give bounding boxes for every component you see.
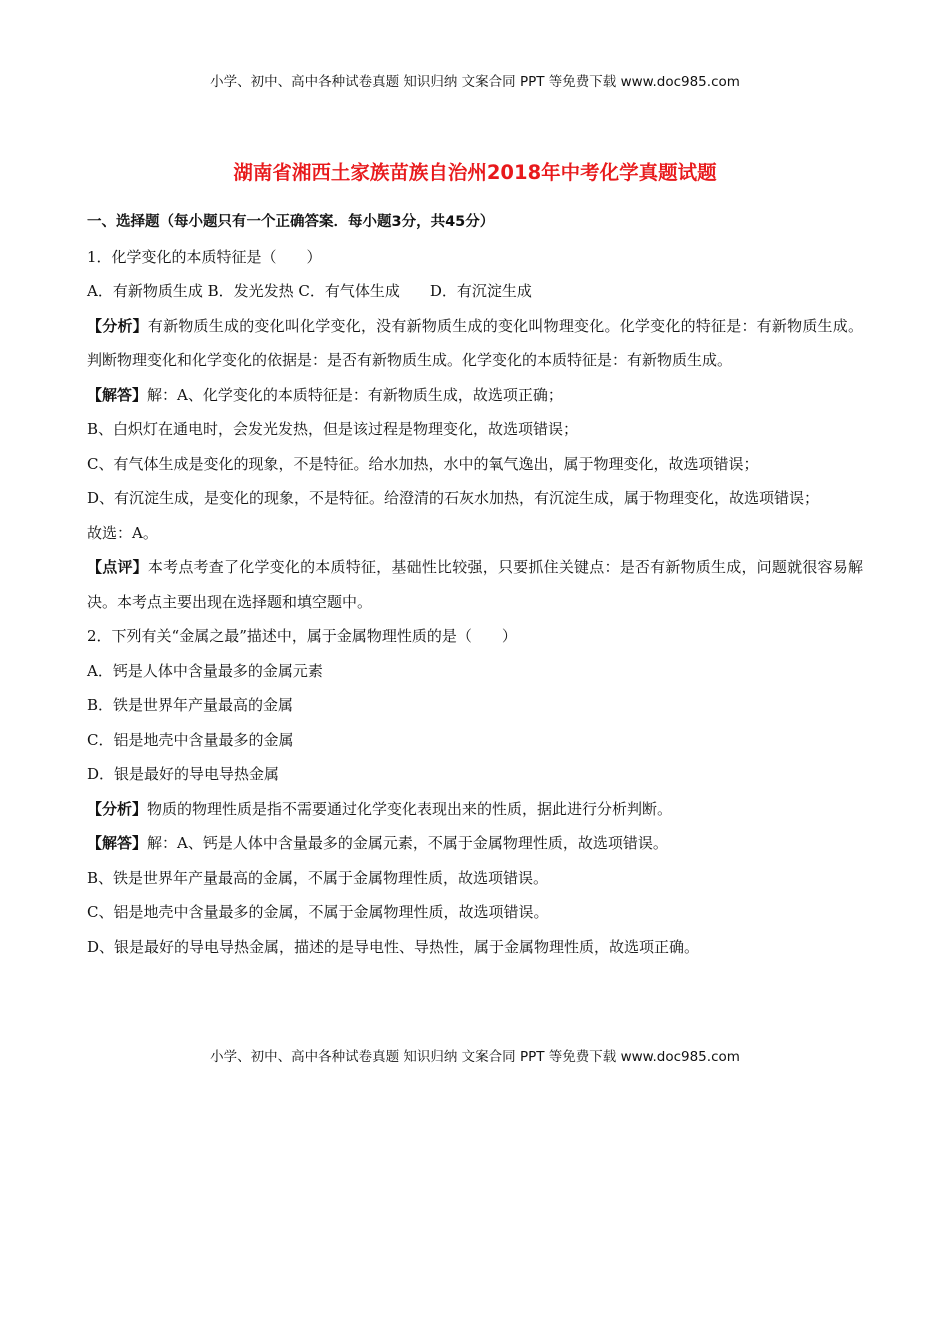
question-2-stem: 2．下列有关“金属之最”描述中，属于金属物理性质的是（ ） [87,627,517,645]
comment-tag: 【点评】 [87,558,148,576]
analysis-text: 有新物质生成的变化叫化学变化，没有新物质生成的变化叫物理变化。化学变化的特征是：有新物质生成。判断物理变化和化学变化的依据是：是否有新物质生成。化学变化的本质特征是：有新物质生成。 [87,316,863,369]
question-1-conclusion: 故选：A。 [87,523,158,542]
answer-tag: 【解答】 [87,834,148,852]
question-1-answer-a [87,378,863,413]
question-2-answer-c: C、铝是地壳中含量最多的金属，不属于金属物理性质，故选项错误。 [87,903,549,921]
question-2-option-c: C．铝是地壳中含量最多的金属 [87,730,294,749]
question-1-analysis [87,309,863,378]
question-2-answer-b: B、铁是世界年产量最高的金属，不属于金属物理性质，故选项错误。 [87,868,549,887]
question-1-answer-d: D、有沉淀生成，是变化的现象，不是特征。给澄清的石灰水加热，有沉淀生成，属于物理变化，故选项错误； [87,489,820,507]
answer-text: 解：A、钙是人体中含量最多的金属元素，不属于金属物理性质，故选项错误。 [147,834,668,852]
question-2-option-b: B．铁是世界年产量最高的金属 [87,696,294,714]
analysis-tag: 【分析】 [87,316,148,335]
question-2-option-a: A．钙是人体中含量最多的金属元素 [87,661,323,680]
question-2-option-d: D．银是最好的导电导热金属 [87,765,280,783]
question-1-stem: 1．化学变化的本质特征是（ ） [87,247,322,266]
answer-tag: 【解答】 [87,385,148,404]
question-2-answer-d: D、银是最好的导电导热金属，描述的是导电性、导热性，属于金属物理性质，故选项正确。 [87,937,700,956]
analysis-tag: 【分析】 [87,799,148,818]
question-1-answer-b: B、白炽灯在通电时，会发光发热，但是该过程是物理变化，故选项错误； [87,420,579,438]
question-1-comment [87,550,863,619]
question-2-answer-a [87,826,863,861]
analysis-text: 物质的物理性质是指不需要通过化学变化表现出来的性质，据此进行分析判断。 [147,799,673,818]
answer-text: 解：A、化学变化的本质特征是：有新物质生成，故选项正确； [147,385,563,404]
question-2-analysis [87,792,863,827]
header-banner: 小学、初中、高中各种试卷真题 知识归纳 文案合同 PPT 等免费下载 www.doc985.com [210,74,740,90]
comment-text: 本考点考查了化学变化的本质特征，基础性比较强，只要抓住关键点：是否有新物质生成，问题就很容易解决。本考点主要出现在选择题和填空题中。 [87,558,863,611]
section-heading: 一、选择题（每小题只有一个正确答案．每小题3分，共45分） [87,214,495,230]
question-1-options: A．有新物质生成 B．发光发热 C．有气体生成 D．有沉淀生成 [87,282,532,300]
question-1-answer-c: C、有气体生成是变化的现象，不是特征。给水加热，水中的氧气逸出，属于物理变化，故选项错误； [87,454,759,473]
footer-banner: 小学、初中、高中各种试卷真题 知识归纳 文案合同 PPT 等免费下载 www.doc985.com [210,1049,740,1065]
page-title: 湖南省湘西土家族苗族自治州2018年中考化学真题试题 [233,161,717,184]
document-body [87,205,863,964]
